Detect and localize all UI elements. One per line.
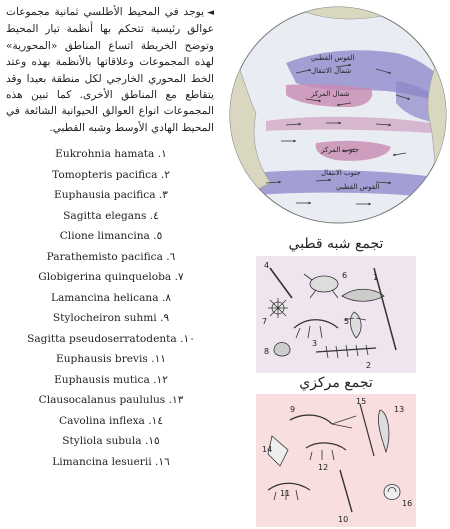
label-south-transition: جنوب الانتقال (321, 169, 361, 177)
subpolar-assemblage-title: تجمع شبه قطبي (288, 236, 384, 252)
species-item (6, 288, 216, 309)
species-item (6, 185, 216, 206)
species-number: ١٦. (155, 455, 170, 468)
central-assemblage-title: تجمع مركزي (299, 375, 373, 391)
species-item (6, 349, 216, 370)
organism-number: 14 (262, 445, 273, 454)
species-item (6, 452, 216, 473)
species-name: Lamancina helicana (50, 291, 159, 304)
label-south-central: جنوب المركز (321, 146, 360, 154)
species-item (6, 431, 216, 452)
subpolar-organisms-illustration (256, 256, 416, 373)
organism-number: 9 (290, 405, 296, 414)
species-item (6, 247, 216, 268)
species-name: Sagitta pseudoserratodenta (27, 332, 177, 345)
species-name: Stylocheiron suhmi (52, 312, 157, 325)
organism-number: 6 (342, 271, 348, 280)
species-item (6, 308, 216, 329)
species-number: ٨. (161, 291, 172, 304)
species-number: ٦. (166, 250, 176, 263)
species-number: ٢. (160, 168, 170, 181)
species-name: Tomopteris pacifica (52, 168, 158, 181)
species-number: ١١. (151, 353, 166, 366)
species-number: ٤. (149, 209, 159, 222)
organism-number: 4 (264, 261, 270, 270)
organism-number: 7 (262, 317, 268, 326)
organism-number: 15 (356, 397, 367, 406)
intro-paragraph (6, 4, 216, 136)
bullet-arrow-icon: ◄ (207, 8, 214, 18)
subpolar-assemblage-panel (256, 256, 416, 373)
organism-number: 16 (402, 499, 413, 508)
organism-number: 11 (280, 489, 291, 498)
species-item (6, 390, 216, 411)
species-name: Eukrohnia hamata (55, 148, 155, 161)
label-north-central: شمال المركز (311, 90, 350, 98)
organism-number: 3 (312, 339, 318, 348)
central-assemblage-panel (256, 394, 416, 527)
species-name: Euphausis brevis (56, 353, 148, 366)
text-column (6, 4, 216, 526)
species-name: Euphausis mutica (54, 373, 150, 386)
species-item (6, 165, 216, 186)
species-name: Styliola subula (62, 435, 142, 448)
species-item (6, 370, 216, 391)
species-number: ٩. (160, 312, 170, 325)
species-item (6, 267, 216, 288)
species-number: ٣. (158, 189, 168, 202)
species-name: Globigerina quinqueloba (38, 271, 172, 284)
species-list (6, 144, 216, 472)
species-number: ١. (157, 148, 167, 161)
species-number: ١٠. (180, 332, 195, 345)
organism-number: 2 (366, 361, 372, 370)
species-item (6, 226, 216, 247)
species-item (6, 144, 216, 165)
organism-number: 5 (344, 317, 350, 326)
organism-number: 8 (264, 347, 270, 356)
species-number: ١٣. (168, 394, 184, 407)
intro-text: يوجد في المحيط الأطلسي ثمانية مجموعات عوالق رئيسية تتحكم بها أنظمة تيار المحيط وتوضح الخريطة اتساع المناطق «المحورية» لهذه المجموعات وعلاقاتها بالأنظمة بهذه وعتد الخط المحوري الخارجي لكل منطقة بعيدا وقد يتقاطع مع المناطق الأخرى. كما تبين هذه المجموعات انواع العوالق الحيوانية الشائعة في المحيط الهادي الأوسط وشبه القطبي. (6, 6, 214, 134)
label-north-transition: شمال الانتقال (311, 67, 352, 75)
organism-number: 1 (373, 273, 379, 282)
species-number: ١٤. (148, 414, 164, 427)
species-number: ١٢. (153, 373, 168, 386)
species-name: Clione limancina (59, 230, 150, 243)
organism-number: 12 (318, 463, 329, 472)
label-polar-north: القوس القطبي (311, 54, 355, 62)
central-organisms-illustration (256, 394, 416, 527)
organism-number: 13 (394, 405, 405, 414)
species-number: ٧. (174, 271, 184, 284)
species-number: ٥. (153, 230, 163, 243)
species-name: Clausocalanus paululus (38, 394, 166, 407)
species-name: Cavolina inflexa (58, 414, 145, 427)
species-number: ١٥. (144, 435, 160, 448)
species-name: Parathemisto pacifica (46, 250, 163, 263)
species-item (6, 329, 216, 350)
label-polar-south: القوس القطبي (336, 183, 380, 191)
species-item (6, 206, 216, 227)
species-item (6, 411, 216, 432)
organism-number: 10 (338, 515, 349, 524)
species-name: Euphausia pacifica (54, 189, 156, 202)
ocean-zones-map (226, 3, 450, 227)
species-name: Sagitta elegans (63, 209, 147, 222)
species-name: Limancina lesuerii (52, 455, 152, 468)
